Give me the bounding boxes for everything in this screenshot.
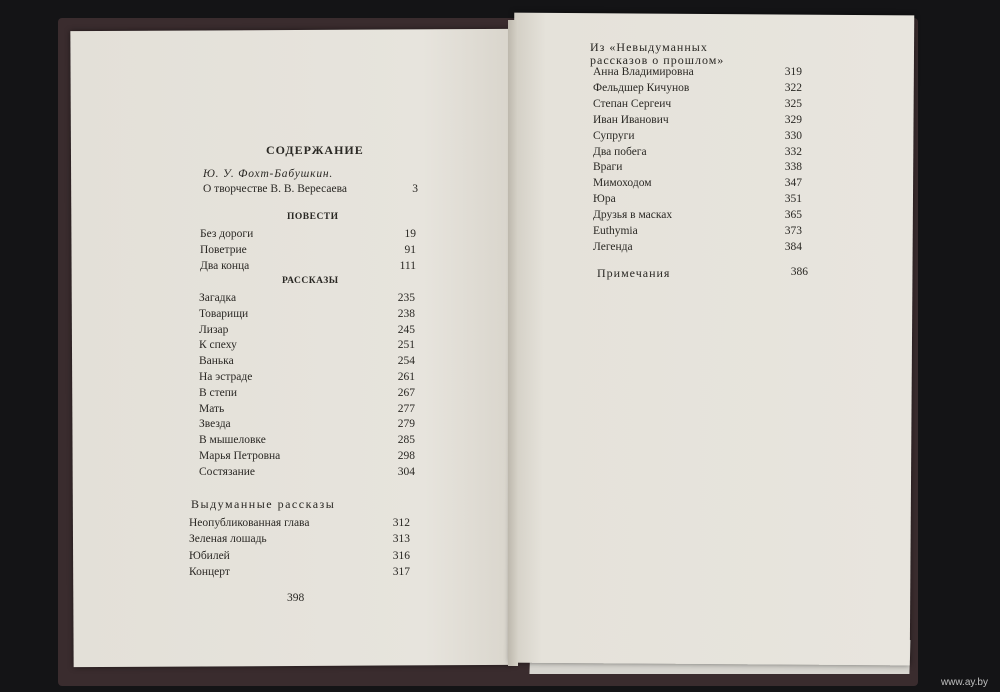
- toc-entry-page: 373: [784, 225, 802, 237]
- toc-entry-title: Легенда: [593, 240, 633, 253]
- toc-entry-title: Мать: [199, 402, 225, 415]
- section-rasskazy: РАССКАЗЫ: [282, 276, 339, 286]
- intro-page: 3: [412, 183, 418, 195]
- left-page: [70, 29, 513, 667]
- toc-entry-page: 251: [397, 339, 415, 352]
- toc-entry-page: 330: [784, 129, 802, 142]
- toc-entry-title: Марья Петровна: [199, 450, 281, 462]
- toc-entry-title: Мимоходом: [593, 177, 652, 190]
- toc-entry-title: Без дороги: [200, 228, 254, 240]
- book-gutter: [508, 20, 518, 666]
- toc-entry-page: 91: [404, 244, 416, 256]
- toc-entry-page: 261: [397, 371, 415, 383]
- toc-entry-page: 267: [397, 386, 415, 399]
- toc-entry-title: Супруги: [593, 129, 635, 142]
- toc-entry-page: 111: [399, 260, 416, 272]
- toc-entry-title: Состязание: [199, 465, 256, 478]
- toc-entry-title: Лизар: [199, 323, 229, 336]
- toc-entry-page: 351: [784, 193, 802, 206]
- toc-entry-title: Иван Иванович: [593, 113, 669, 126]
- toc-entry-page: 332: [784, 145, 802, 158]
- toc-entry-title: Звезда: [199, 418, 231, 431]
- toc-entry-title: В мышеловке: [199, 434, 266, 447]
- toc-entry-title: Анна Владимировна: [593, 66, 694, 78]
- toc-entry-title: Неопубликованная глава: [189, 517, 310, 529]
- toc-entry-page: 312: [392, 517, 410, 529]
- toc-entry-page: 313: [392, 533, 410, 546]
- toc-entry-page: 329: [784, 113, 802, 126]
- toc-entry-title: Два побега: [593, 145, 647, 158]
- toc-entry-page: 338: [784, 161, 802, 174]
- section-nevydumannye-line1: Из «Невыдуманных: [590, 40, 708, 54]
- toc-entry-title: Зеленая лошадь: [189, 533, 267, 546]
- toc-entry-page: 347: [784, 177, 802, 190]
- toc-entry-title: В степи: [199, 386, 238, 399]
- toc-entry-page: 365: [784, 209, 802, 222]
- toc-entry-page: 316: [392, 549, 410, 562]
- notes-title: Примечания: [597, 266, 671, 280]
- toc-entry-title: Концерт: [189, 565, 230, 578]
- intro-title: О творчестве В. В. Вересаева: [203, 183, 348, 195]
- right-page: [510, 13, 915, 666]
- toc-entry-title: К спеху: [199, 339, 237, 352]
- section-povesti: ПОВЕСТИ: [287, 212, 339, 222]
- toc-entry-title: Поветрие: [200, 244, 247, 256]
- toc-entry-page: 322: [784, 81, 802, 94]
- toc-entry-title: Юра: [593, 193, 616, 206]
- toc-entry-title: На эстраде: [199, 371, 253, 383]
- toc-entry-title: Друзья в масках: [593, 209, 673, 222]
- toc-entry-title: Загадка: [199, 292, 237, 304]
- toc-entry-title: Юбилей: [189, 549, 230, 562]
- toc-entry-page: 325: [784, 97, 802, 110]
- toc-entry-page: 317: [392, 565, 410, 578]
- toc-entry-page: 235: [397, 292, 415, 304]
- toc-entry-title: Ванька: [199, 355, 234, 368]
- section-nevydumannye-line2: рассказов о прошлом»: [590, 53, 725, 67]
- watermark: www.ay.by: [940, 677, 988, 688]
- toc-entry-page: 298: [397, 450, 415, 462]
- toc-entry-title: Степан Сергеич: [593, 97, 672, 110]
- toc-entry-title: Фельдшер Кичунов: [593, 81, 690, 94]
- section-vydumannye: Выдуманные рассказы: [191, 497, 336, 511]
- toc-entry-title: Два конца: [200, 260, 250, 272]
- intro-author: Ю. У. Фохт-Бабушкин.: [203, 168, 334, 180]
- toc-entry-page: 285: [397, 434, 415, 447]
- notes-page: 386: [790, 266, 808, 278]
- toc-entry-page: 19: [404, 228, 416, 240]
- toc-entry-page: 245: [397, 323, 415, 336]
- toc-entry-title: Враги: [593, 161, 623, 174]
- toc-entry-page: 277: [397, 402, 415, 415]
- toc-entry-page: 384: [784, 240, 802, 253]
- page-folio: 398: [287, 592, 305, 604]
- toc-entry-page: 304: [397, 465, 415, 478]
- toc-entry-page: 319: [784, 66, 802, 78]
- toc-entry-page: 254: [397, 355, 415, 368]
- toc-entry-title: Товарищи: [199, 307, 249, 320]
- toc-entry-page: 279: [397, 418, 415, 431]
- contents-title: СОДЕРЖАНИЕ: [266, 143, 364, 157]
- toc-entry-page: 238: [397, 307, 415, 320]
- toc-entry-title: Euthymia: [593, 225, 638, 237]
